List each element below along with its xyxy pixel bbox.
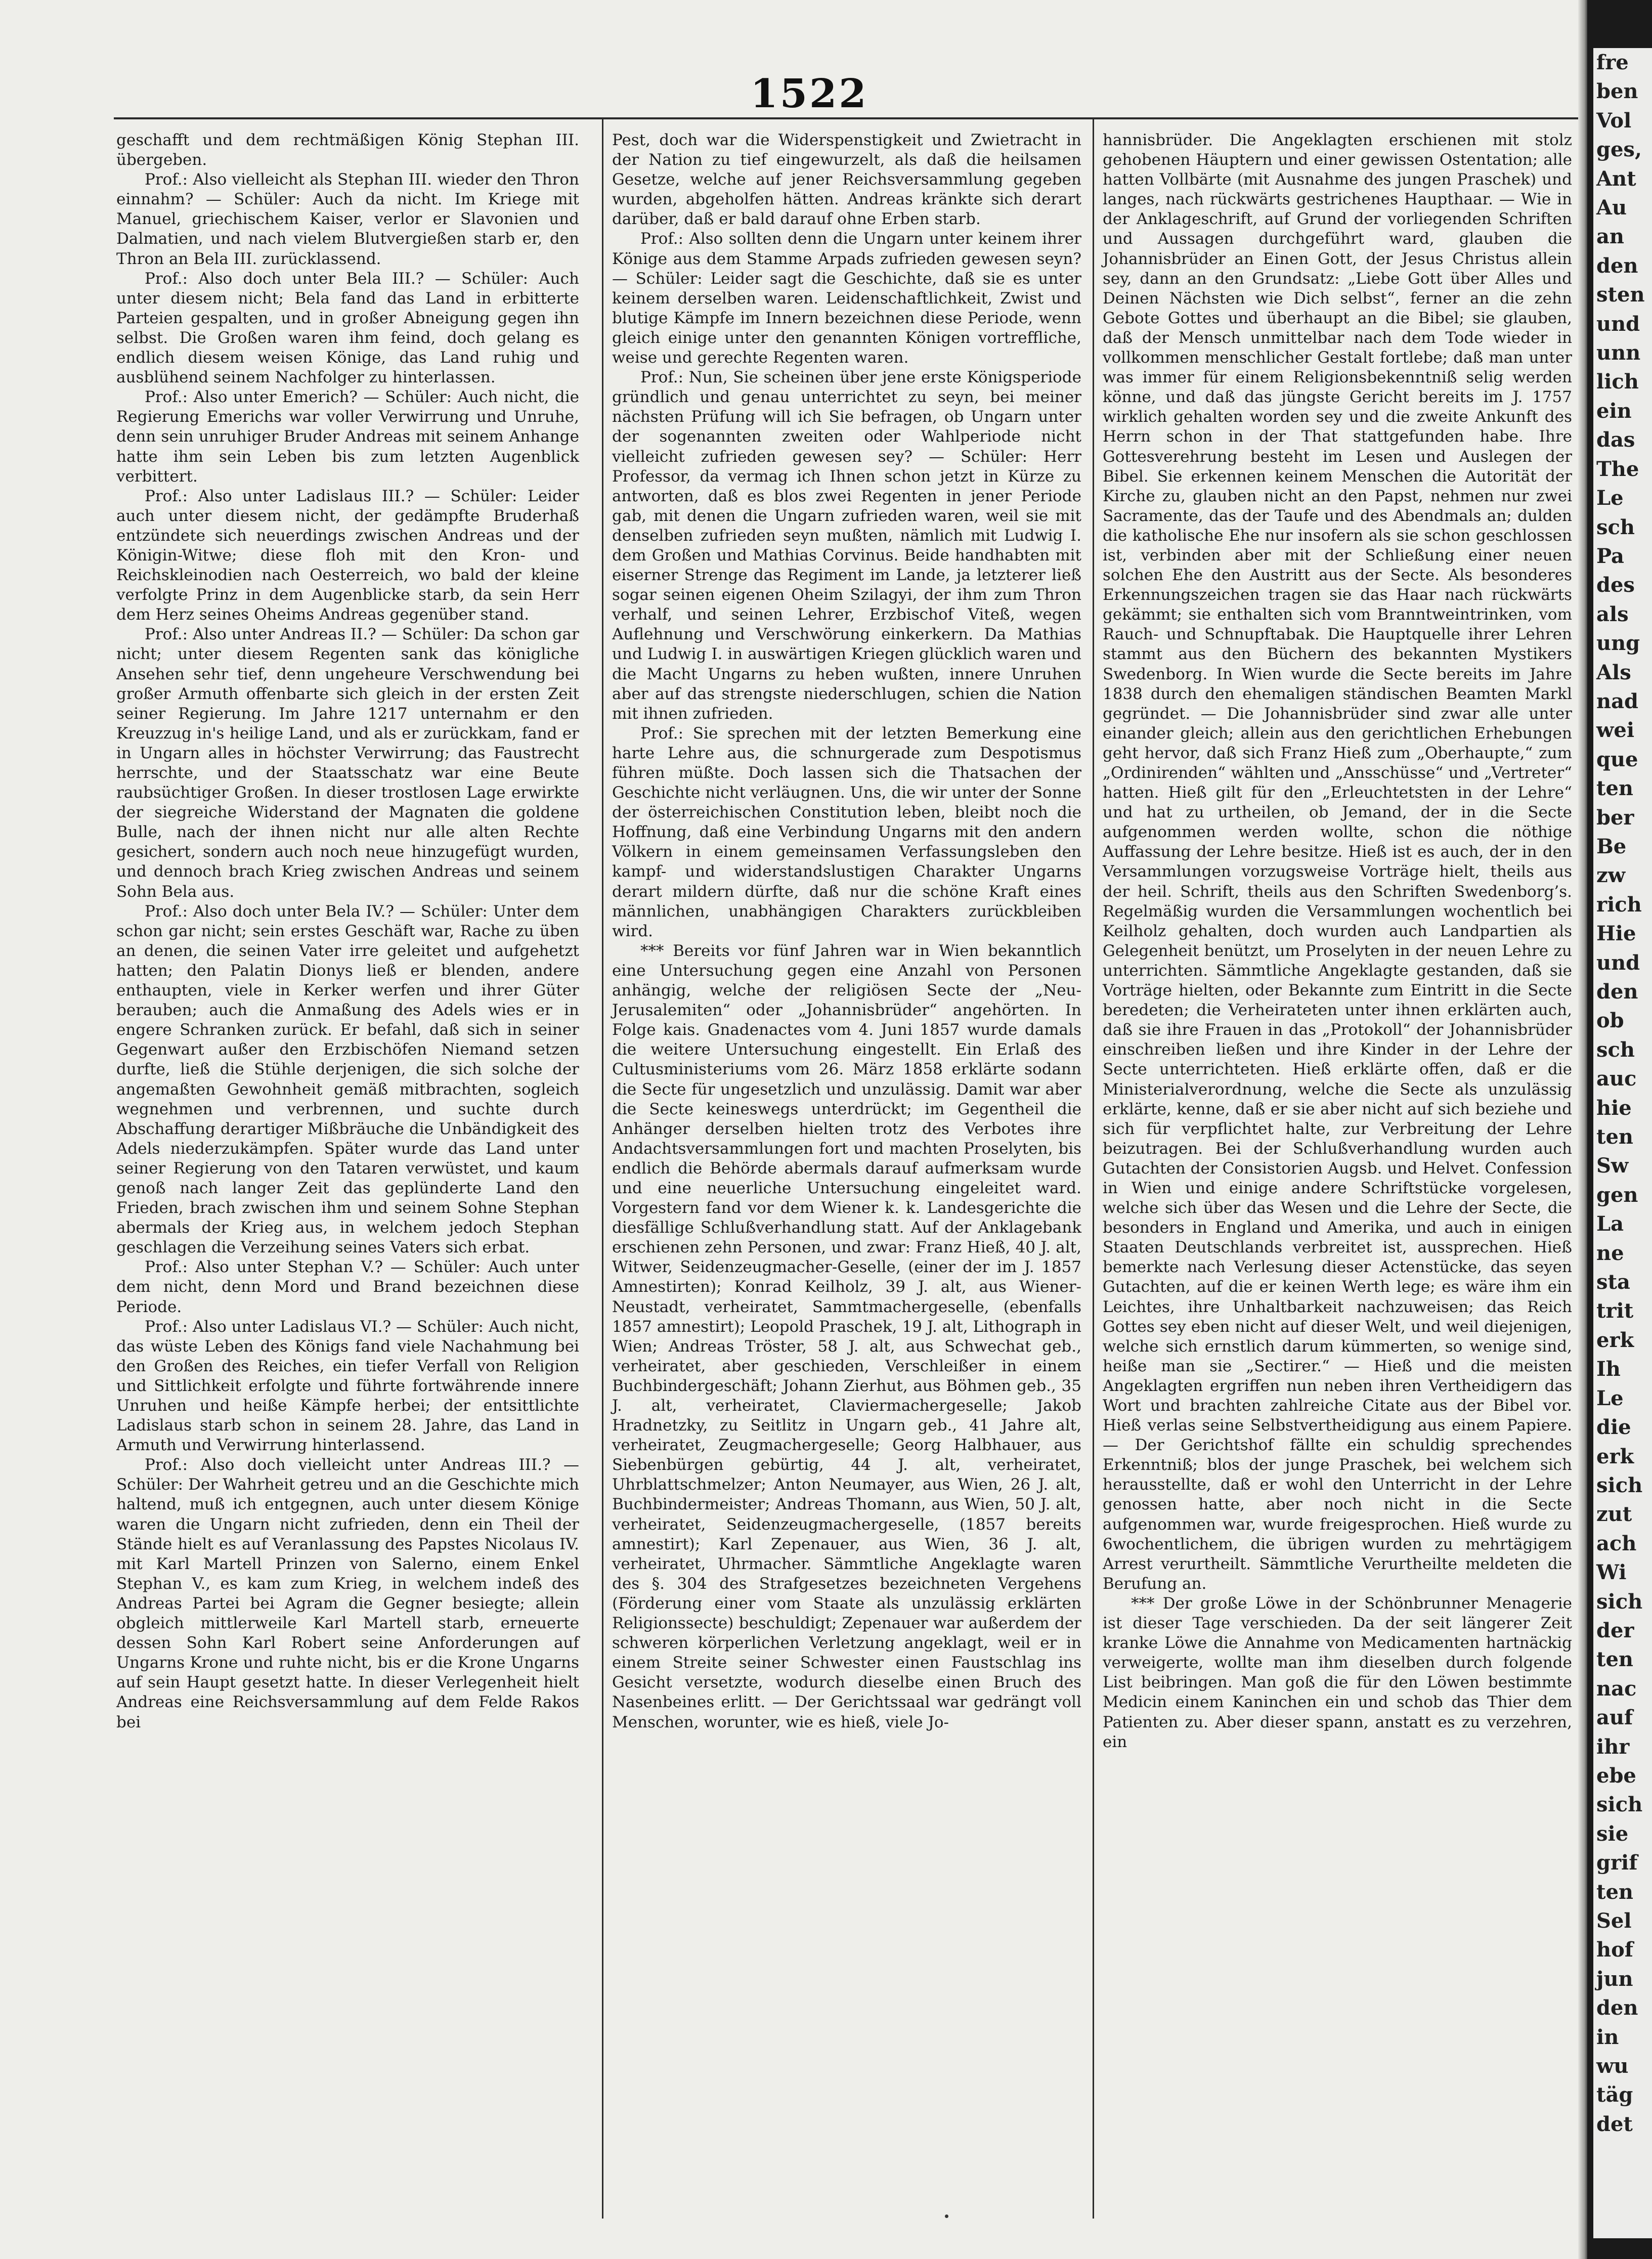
adjacent-page-word-fragment: erk: [1596, 1328, 1634, 1352]
adjacent-page-word-fragment: Ih: [1596, 1357, 1621, 1381]
adjacent-page-word-fragment: fre: [1596, 51, 1629, 74]
page-edge: [1578, 0, 1587, 2259]
adjacent-page-word-fragment: nad: [1596, 689, 1638, 713]
paragraph: Prof.: Also unter Ladislaus VI.? — Schüler: Auch nicht, das wüste Leben des Königs fand viele Nachahmung bei den Großen des Reiches, ein tiefer Verfall von Religion und Sittlichkeit erfolgte und führte fortwährende innere Unruhen und heiße Kämpfe herbei; der entsittlichte Ladislaus starb schon in seinem 28. Jahre, das Land in Armuth und Verwirrung hinterlassend.: [116, 1317, 579, 1455]
adjacent-page-word-fragment: sich: [1596, 1473, 1643, 1497]
paragraph: Prof.: Also doch vielleicht unter Andreas III.? — Schüler: Der Wahrheit getreu und an die Geschichte mich haltend, muß ich entgegnen, auch unter diesem Könige waren die Ungarn nicht zufrieden, denn ein Theil der Stände hielt es auf Veranlassung des Papstes Nicolaus IV. mit Karl Martell Prinzen von Salerno, einem Enkel Stephan V., es kam zum Krieg, in welchem indeß des Andreas Partei bei Agram die Gegner besiegte; allein obgleich mittlerweile Karl Martell starb, erneuerte dessen Sohn Karl Robert seine Anforderungen auf Ungarns Krone und ruhte nicht, bis er die Krone Ungarns auf sein Haupt gesetzt hatte. In dieser Verlegenheit hielt Andreas eine Reichsversammlung auf dem Felde Rakos bei: [116, 1456, 579, 1731]
adjacent-page-word-fragment: que: [1596, 747, 1638, 771]
adjacent-page-word-fragment: sich: [1596, 1589, 1643, 1614]
adjacent-page-word-fragment: sch: [1596, 1037, 1635, 1062]
ink-dot: [945, 2214, 948, 2218]
adjacent-page-word-fragment: ten: [1596, 1125, 1634, 1149]
paragraph: Prof.: Nun, Sie scheinen über jene erste Königsperiode gründlich und genau unterrichtet zu seyn, bei meiner nächsten Prüfung will ich Sie befragen, ob Ungarn unter der sogenannten zweiten oder Wahlperiode nicht vielleicht zufrieden gewesen sey? — Schüler: Herr Professor, da vermag ich Ihnen schon jetzt in Kürze zu antworten, daß es blos zwei Regenten in jener Periode gab, mit denen die Ungarn zufrieden waren, weil sie mit denselben zufrieden seyn mußten, nämlich mit Ludwig I. dem Großen und Mathias Corvinus. Beide handhabten mit eiserner Strenge das Regiment im Lande, ja letzterer ließ sogar seinen eigenen Oheim Szilagyi, der ihm zum Thron verhalf, und seinen Lehrer, Erzbischof Viteß, wegen Auflehnung und Verschwörung einkerkern. Da Mathias und Ludwig I. in auswärtigen Kriegen glücklich waren und die Macht Ungarns zu heben wußten, innere Unruhen aber auf das strengste niederschlugen, schien die Nation mit ihnen zufrieden.: [612, 368, 1081, 723]
paragraph: hannisbrüder. Die Angeklagten erschienen mit stolz gehobenen Häuptern und einer gewissen Ostentation; alle hatten Vollbärte (mit Ausnahme des jungen Praschek) und langes, nach rückwärts gestrichenes Haupthaar. — Wie in der Anklageschrift, auf Grund der vorliegenden Schriften und Aussagen durchgeführt ward, glauben die Johannisbrüder an Einen Gott, der Jesus Christus allein sey, dann an den Grundsatz: „Liebe Gott über Alles und Deinen Nächsten wie Dich selbst“, ferner an die zehn Gebote Gottes und überhaupt an die Bibel; sie glauben, daß der Mensch unmittelbar nach dem Tode wieder in vollkommen menschlicher Gestalt fortlebe; daß man unter was immer für einem Religionsbekenntniß selig werden könne, und daß das jüngste Gericht bereits im J. 1757 wirklich gehalten worden sey und die zweite Ankunft des Herrn schon in der That stattgefunden habe. Ihre Gottesverehrung besteht im Lesen und Auslegen der Bibel. Sie erkennen keinem Menschen die Autorität der Kirche zu, glauben nicht an den Papst, nehmen nur zwei Sacramente, das der Taufe und des Abendmals an; dulden die katholische Ehe nur insofern als sie schon geschlossen ist, verbinden aber mit der Schließung einer neuen solchen Ehe den Austritt aus der Secte. Als besonderes Erkennungszeichen tragen sie das Haar nach rückwärts gekämmt; sie enthalten sich vom Branntweintrinken, vom Rauch- und Schnupftabak. Die Hauptquelle ihrer Lehren stammt aus den Büchern des bekannten Mystikers Swedenborg. In Wien wurde die Secte bereits im Jahre 1838 durch den ehemaligen ständischen Beamten Markl gegründet. — Die Johannisbrüder sind zwar alle unter einander gleich; allein aus den gerichtlichen Erhebungen geht hervor, daß sich Franz Hieß zum „Oberhaupte,“ zum „Ordinirenden“ wählten und „Ansschüsse“ und „Vertreter“ hatten. Hieß gilt für den „Erleuchtetsten in der Lehre“ und hat zu urtheilen, ob Jemand, der in die Secte aufgenommen werden wollte, schon die nöthige Auffassung der Lehre besitze. Hieß ist es auch, der in den Versammlungen vorzugsweise Vorträge hielt, theils aus der heil. Schrift, theils aus den Schriften Swedenborg’s. Regelmäßig wurden die Versammlungen wochentlich bei Keilholz gehalten, doch wurden auch Landpartien als Gelegenheit benützt, um Proselyten in der neuen Lehre zu unterrichten. Sämmtliche Angeklagte gestanden, daß sie Vorträge hielten, oder Bekannte zum Eintritt in die Secte beredeten; die Verheirateten unter ihnen erklärten auch, daß sie ihre Frauen in das „Protokoll“ der Johannisbrüder einschreiben ließen und ihre Kinder in der Lehre der Secte unterrichteten. Hieß erklärte offen, daß er die Ministerialverordnung, welche die Secte als unzulässig erklärte, kenne, daß er sie aber nicht auf sich beziehe und sich für verpflichtet halte, zur Verbreitung der Lehre beizutragen. Bei der Schlußverhandlung wurden auch Gutachten der Consistorien Augsb. und Helvet. Confession in Wien und einige andere Schriftstücke vorgelesen, welche sich über das Wesen und die Lehre der Secte, die besonders in England und Amerika, und auch in einigen Staaten Deutschlands verbreitet ist, aussprechen. Hieß bemerkte nach Verlesung dieser Actenstücke, das seyen Gutachten, auf die er keinen Werth lege; es wäre ihm ein Leichtes, ihre Unhaltbarkeit nachzuweisen; das Reich Gottes sey eben nicht auf dieser Welt, und weil diejenigen, welche sich ernstlich darum kümmerten, so wenige sind, heiße man sie „Sectirer.“ — Hieß und die meisten Angeklagten ergriffen nun neben ihren Vertheidigern das Wort und brachten zahlreiche Citate aus der Bibel vor. Hieß verlas seine Selbstvertheidigung aus einem Papiere. — Der Gerichtshof fällte ein schuldig sprechendes Erkenntniß; blos der junge Praschek, bei welchem sich herausstellte, daß er wohl den Unterricht in der Lehre genossen hatte, aber noch nicht in die Secte aufgenommen war, wurde freigesprochen. Hieß wurde zu 6wochentlichem, die übrigen wurden zu mehrtägigem Arrest verurtheilt. Sämmtliche Verurtheilte meldeten die Berufung an.: [1103, 131, 1572, 1593]
adjacent-page-word-fragment: ten: [1596, 1880, 1634, 1904]
adjacent-page-word-fragment: gen: [1596, 1183, 1638, 1207]
adjacent-page-word-fragment: ihr: [1596, 1734, 1630, 1759]
adjacent-page-word-fragment: Le: [1596, 1386, 1624, 1410]
adjacent-page-word-fragment: ung: [1596, 631, 1640, 656]
adjacent-page-word-fragment: ten: [1596, 1647, 1634, 1672]
adjacent-page-word-fragment: sta: [1596, 1270, 1630, 1294]
adjacent-page-word-fragment: Pa: [1596, 544, 1624, 568]
adjacent-page-word-fragment: ein: [1596, 399, 1632, 423]
header-rule: [114, 117, 1581, 119]
adjacent-page-word-fragment: La: [1596, 1212, 1624, 1236]
adjacent-page-word-fragment: unn: [1596, 341, 1641, 365]
adjacent-page-word-fragment: jun: [1596, 1967, 1633, 1991]
adjacent-page-word-fragment: Sw: [1596, 1154, 1629, 1178]
adjacent-page-word-fragment: Wi: [1596, 1560, 1627, 1585]
adjacent-page-word-fragment: und: [1596, 312, 1640, 336]
adjacent-page-word-fragment: die: [1596, 1415, 1631, 1440]
adjacent-page-word-fragment: ben: [1596, 79, 1638, 104]
adjacent-page-word-fragment: ob: [1596, 1009, 1624, 1033]
adjacent-page-word-fragment: sten: [1596, 283, 1645, 307]
adjacent-page-word-fragment: sch: [1596, 515, 1635, 539]
adjacent-page-word-fragment: Sel: [1596, 1909, 1632, 1933]
adjacent-page-word-fragment: als: [1596, 602, 1629, 626]
adjacent-page-word-fragment: sich: [1596, 1793, 1643, 1817]
paragraph: *** Bereits vor fünf Jahren war in Wien bekanntlich eine Untersuchung gegen eine Anzahl von Personen anhängig, welche der religiösen Secte der „Neu-Jerusalemiten“ oder „Johannisbrüder“ angehörten. In Folge kais. Gnadenactes vom 4. Juni 1857 wurde damals die weitere Untersuchung eingestellt. Ein Erlaß des Cultusministeriums vom 26. März 1858 erklärte sodann die Secte für ungesetzlich und unzulässig. Damit war aber die Secte keineswegs unterdrückt; im Gegentheil die Anhänger derselben hielten trotz des Verbotes ihre Andachtsversammlungen fort und machten Proselyten, bis endlich die Behörde abermals darauf aufmerksam wurde und eine neuerliche Untersuchung eingeleitet ward. Vorgestern fand vor dem Wiener k. k. Landesgerichte die diesfällige Schlußverhandlung statt. Auf der Anklagebank erschienen zehn Personen, und zwar: Franz Hieß, 40 J. alt, Witwer, Seidenzeugmacher-Geselle, (einer der im J. 1857 Amnestirten); Konrad Keilholz, 39 J. alt, aus Wiener-Neustadt, verheiratet, Sammtmachergeselle, (ebenfalls 1857 amnestirt); Leopold Praschek, 19 J. alt, Lithograph in Wien; Andreas Tröster, 58 J. alt, aus Schwechat geb., verheiratet, aber geschieden, Verschleißer in einem Buchbindergeschäft; Johann Zierhut, aus Böhmen geb., 35 J. alt, verheiratet, Claviermachergeselle; Jakob Hradnetzky, zu Seitlitz in Ungarn geb., 41 Jahre alt, verheiratet, Zeugmachergeselle; Georg Halbhauer, aus Siebenbürgen gebürtig, 44 J. alt, verheiratet, Uhrblattschmelzer; Anton Neumayer, aus Wien, 26 J. alt, Buchbindermeister; Andreas Thomann, aus Wien, 50 J. alt, verheiratet, Seidenzeugmachergeselle, (1857 bereits amnestirt); Karl Zepenauer, aus Wien, 36 J. alt, verheiratet, Uhrmacher. Sämmtliche Angeklagte waren des §. 304 des Strafgesetzes bezeichneten Vergehens (Förderung einer vom Staate als unzulässig erklärten Religionssecte) beschuldigt; Zepenauer war außerdem der schweren körperlichen Verletzung angeklagt, weil er in einem Streite seiner Schwester einen Faustschlag ins Gesicht versetzte, wodurch dieselbe einen Bruch des Nasenbeines erlitt. — Der Gerichtssaal war gedrängt voll Menschen, worunter, wie es hieß, viele Jo-: [612, 941, 1081, 1731]
paragraph: Prof.: Also doch unter Bela III.? — Schüler: Auch unter diesem nicht; Bela fand das Land in erbitterte Parteien gespalten, und in großer Abneigung gegen ihn selbst. Die Großen waren ihm feind, doch gelang es endlich diesem weisen Könige, das Land ruhig und ausblühend seinem Nachfolger zu hinterlassen.: [116, 269, 579, 387]
adjacent-page-word-fragment: hie: [1596, 1096, 1632, 1120]
adjacent-page-word-fragment: an: [1596, 225, 1624, 249]
adjacent-page-fragment: [1593, 48, 1652, 2238]
adjacent-page-word-fragment: ach: [1596, 1531, 1637, 1555]
adjacent-page-word-fragment: auf: [1596, 1706, 1633, 1730]
paragraph: Prof.: Also unter Ladislaus III.? — Schüler: Leider auch unter diesem nicht, der gedämpfte Bruderhaß entzündete sich neuerdings zwischen Andreas und der Königin-Witwe; diese floh mit den Kron- und Reichskleinodien nach Oesterreich, wo bald der kleine verfolgte Prinz in dem Augenblicke starb, da sein Herr dem Herz seines Oheims Andreas gegenüber stand.: [116, 487, 579, 624]
adjacent-page-word-fragment: Als: [1596, 660, 1631, 684]
adjacent-page-word-fragment: das: [1596, 428, 1635, 452]
adjacent-page-word-fragment: ne: [1596, 1241, 1624, 1265]
adjacent-page-word-fragment: ebe: [1596, 1763, 1636, 1788]
adjacent-page-word-fragment: nac: [1596, 1676, 1637, 1701]
paragraph: Prof.: Also vielleicht als Stephan III. wieder den Thron einnahm? — Schüler: Auch da nicht. Im Kriege mit Manuel, griechischem Kaiser, verlor er Slavonien und Dalmatien, und nach vielem Blutvergießen starb er, den Thron an Bela III. zurücklassend.: [116, 170, 579, 268]
adjacent-page-word-fragment: trit: [1596, 1299, 1634, 1323]
adjacent-page-word-fragment: und: [1596, 950, 1640, 975]
adjacent-page-word-fragment: rich: [1596, 892, 1642, 917]
adjacent-page-word-fragment: erk: [1596, 1444, 1634, 1468]
adjacent-page-word-fragment: det: [1596, 2112, 1633, 2136]
adjacent-page-word-fragment: ten: [1596, 776, 1634, 801]
adjacent-page-word-fragment: The: [1596, 457, 1639, 481]
paragraph: Prof.: Also unter Andreas II.? — Schüler: Da schon gar nicht; unter diesem Regenten sank das königliche Ansehen sehr tief, denn ungeheure Verschwendung bei großer Armuth offenbarte sich gleich in der ersten Zeit seiner Regierung. Im Jahre 1217 unternahm er den Kreuzzug in's heilige Land, und als er zurückkam, fand er in Ungarn alles in höchster Verwirrung; das Faustrecht herrschte, und der Staatsschatz war eine Beute raubsüchtiger Großen. In dieser trostlosen Lage erwirkte der siegreiche Widerstand der Magnaten die goldene Bulle, nach der ihnen nicht nur alle alten Rechte gesichert, sondern auch noch neue hinzugefügt wurden, und dennoch brach Krieg zwischen Andreas und seinem Sohn Bela aus.: [116, 625, 579, 901]
adjacent-page-word-fragment: zw: [1596, 863, 1626, 888]
paragraph: Prof.: Sie sprechen mit der letzten Bemerkung eine harte Lehre aus, die schnurgerade zum Despotismus führen müßte. Doch lassen sich die Thatsachen der Geschichte nicht verläugnen. Uns, die wir unter der Sonne der österreichischen Constitution leben, bleibt noch die Hoffnung, daß eine Verbindung Ungarns mit den andern Völkern in einem gemeinsamen Verfassungsleben den kampf- und widerstandslustigen Charakter Ungarns derart mildern dürfte, daß nur die schöne Kraft eines männlichen, unabhängigen Charakters zurückbleiben wird.: [612, 724, 1081, 940]
page-number: 1522: [750, 71, 868, 117]
adjacent-page-word-fragment: zut: [1596, 1502, 1632, 1527]
adjacent-page-word-fragment: lich: [1596, 370, 1639, 394]
column-divider-2: [1093, 119, 1094, 2219]
adjacent-page-word-fragment: wei: [1596, 718, 1635, 743]
adjacent-page-word-fragment: den: [1596, 980, 1638, 1004]
text-column-1: [116, 131, 579, 1732]
adjacent-page-word-fragment: grif: [1596, 1851, 1638, 1875]
adjacent-page-word-fragment: ges,: [1596, 138, 1642, 162]
adjacent-page-word-fragment: der: [1596, 1618, 1634, 1642]
adjacent-page-word-fragment: den: [1596, 253, 1638, 278]
adjacent-page-word-fragment: täg: [1596, 2083, 1633, 2107]
paragraph: Prof.: Also unter Stephan V.? — Schüler: Auch unter dem nicht, denn Mord und Brand bezeichnen diese Periode.: [116, 1258, 579, 1316]
paragraph: Prof.: Also doch unter Bela IV.? — Schüler: Unter dem schon gar nicht; sein erstes Geschäft war, Rache zu üben an denen, die seinen Vater irre geleitet und aufgehetzt hatten; den Palatin Dionys ließ er blenden, andere enthaupten, viele in Kerker werfen und ihrer Güter berauben; auch die Anmaßung des Adels wies er in engere Schranken zurück. Er befahl, daß sich in seiner Gegenwart außer den Erzbischöfen Niemand setzen durfte, ließ die Stühle derjenigen, die sich solche der angemaßten Gewohnheit gemäß mitbrachten, sogleich wegnehmen und verbrennen, und suchte durch Abschaffung derartiger Mißbräuche die Unbändigkeit des Adels niederzukämpfen. Später wurde das Land unter seiner Regierung von den Tataren verwüstet, und kaum genoß nach langer Zeit das geplünderte Land den Frieden, brach zwischen ihm und seinem Sohne Stephan abermals der Krieg aus, in welchem jedoch Stephan geschlagen die Verzeihung seines Vaters sich erbat.: [116, 902, 579, 1257]
adjacent-page-word-fragment: auc: [1596, 1067, 1637, 1091]
adjacent-page-word-fragment: Ant: [1596, 166, 1636, 191]
adjacent-page-word-fragment: Vol: [1596, 108, 1632, 133]
text-column-2: [612, 131, 1081, 1732]
adjacent-page-word-fragment: Le: [1596, 486, 1624, 510]
adjacent-page-word-fragment: Hie: [1596, 922, 1636, 946]
adjacent-page-word-fragment: sie: [1596, 1821, 1629, 1846]
adjacent-page-word-fragment: des: [1596, 573, 1635, 597]
adjacent-page-word-fragment: Au: [1596, 196, 1627, 220]
adjacent-page-word-fragment: wu: [1596, 2054, 1629, 2078]
adjacent-page-word-fragment: Be: [1596, 834, 1627, 858]
paragraph: Pest, doch war die Widerspenstigkeit und Zwietracht in der Nation zu tief eingewurzelt, als daß die heilsamen Gesetze, welche auf jener Reichsversammlung gegeben wurden, abgeholfen hätten. Andreas kränkte sich derart darüber, daß er bald darauf ohne Erben starb.: [612, 131, 1081, 229]
text-column-3: [1103, 131, 1572, 1752]
adjacent-page-word-fragment: hof: [1596, 1938, 1633, 1962]
column-divider-1: [602, 119, 603, 2219]
adjacent-page-word-fragment: in: [1596, 2025, 1619, 2049]
adjacent-page-word-fragment: ber: [1596, 805, 1634, 830]
paragraph: Prof.: Also sollten denn die Ungarn unter keinem ihrer Könige aus dem Stamme Arpads zufrieden gewesen seyn? — Schüler: Leider sagt die Geschichte, daß sie es unter keinem derselben waren. Leidenschaftlichkeit, Zwist und blutige Kämpfe im Innern bezeichnen diese Periode, wenn gleich einige unter den genannten Königen vortreffliche, weise und gerechte Regenten waren.: [612, 230, 1081, 367]
paragraph: geschafft und dem rechtmäßigen König Stephan III. übergeben.: [116, 131, 579, 169]
paragraph: *** Der große Löwe in der Schönbrunner Menagerie ist dieser Tage verschieden. Da der seit längerer Zeit kranke Löwe die Annahme von Medicamenten hartnäckig verweigerte, wollte man ihm dieselben durch folgende List beibringen. Man goß die für den Löwen bestimmte Medicin einem Kaninchen ein und schob das Thier dem Patienten zu. Aber dieser spann, anstatt es zu verzehren, ein: [1103, 1594, 1572, 1751]
adjacent-page-word-fragment: den: [1596, 1996, 1638, 2020]
paragraph: Prof.: Also unter Emerich? — Schüler: Auch nicht, die Regierung Emerichs war voller Verwirrung und Unruhe, denn sein unruhiger Bruder Andreas mit seinem Anhange hatte ihm sein Leben bis zum letzten Augenblick verbittert.: [116, 388, 579, 486]
